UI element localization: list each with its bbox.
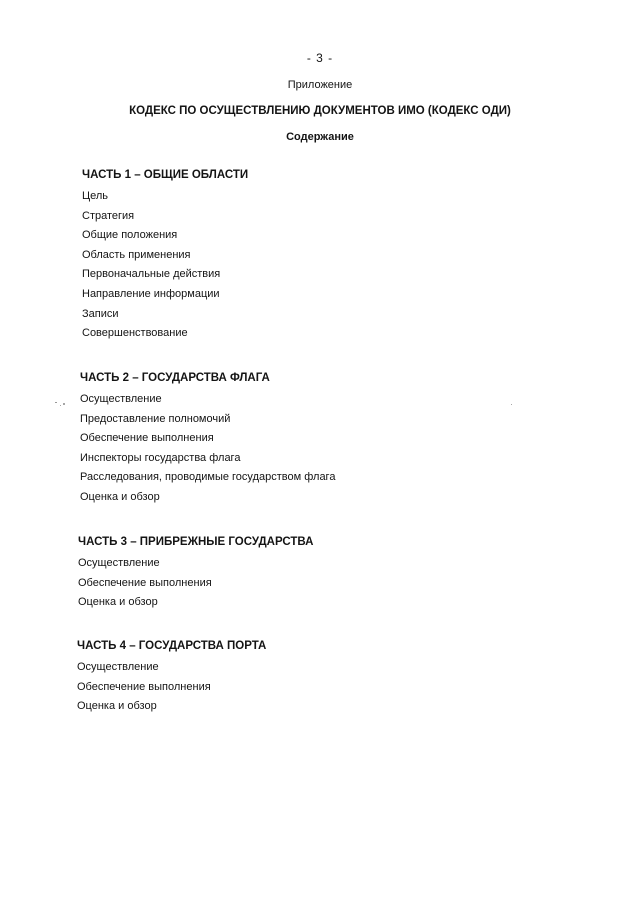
page-number: - 3 -	[306, 51, 334, 65]
document-title: КОДЕКС ПО ОСУЩЕСТВЛЕНИЮ ДОКУМЕНТОВ ИМО (КОДЕКС ОДИ)	[129, 105, 511, 117]
part-heading: ЧАСТЬ 4 – ГОСУДАРСТВА ПОРТА	[77, 640, 267, 652]
list-item: Обеспечение выполнения	[77, 680, 211, 693]
list-item: Оценка и обзор	[80, 490, 160, 503]
scan-speck	[511, 404, 512, 405]
part-3-section	[78, 535, 313, 615]
part-items-list	[82, 189, 248, 346]
part-items-list	[80, 392, 335, 510]
list-item: Инспекторы государства флага	[80, 451, 241, 464]
part-items-list	[77, 660, 266, 719]
list-item: Совершенствование	[82, 327, 188, 340]
list-item: Расследования, проводимые государством флага	[80, 471, 336, 484]
list-item: Общие положения	[82, 229, 178, 242]
list-item: Направление информации	[82, 287, 220, 300]
list-item: Оценка и обзор	[77, 700, 157, 713]
list-item: Осуществление	[78, 557, 160, 569]
list-item: Стратегия	[82, 209, 135, 222]
list-item: Цель	[82, 190, 109, 202]
list-item: Обеспечение выполнения	[78, 576, 212, 589]
scan-speck	[55, 402, 57, 403]
part-heading: ЧАСТЬ 3 – ПРИБРЕЖНЫЕ ГОСУДАРСТВА	[78, 536, 314, 548]
part-heading: ЧАСТЬ 2 – ГОСУДАРСТВА ФЛАГА	[80, 372, 270, 384]
part-1-section	[82, 168, 248, 346]
scan-speck	[63, 403, 65, 405]
annex-label: Приложение	[287, 79, 353, 91]
list-item: Записи	[82, 307, 119, 320]
part-heading: ЧАСТЬ 1 – ОБЩИЕ ОБЛАСТИ	[82, 169, 249, 181]
list-item: Первоначальные действия	[82, 268, 221, 281]
part-items-list	[78, 556, 313, 615]
list-item: Оценка и обзор	[78, 596, 158, 609]
list-item: Область применения	[82, 248, 191, 261]
part-2-section	[80, 371, 335, 510]
list-item: Предоставление полномочий	[80, 412, 231, 425]
part-4-section	[77, 639, 266, 719]
list-item: Осуществление	[80, 393, 162, 405]
list-item: Осуществление	[77, 661, 159, 673]
contents-heading: Содержание	[286, 131, 354, 143]
list-item: Обеспечение выполнения	[80, 432, 214, 445]
scan-speck	[60, 405, 61, 406]
